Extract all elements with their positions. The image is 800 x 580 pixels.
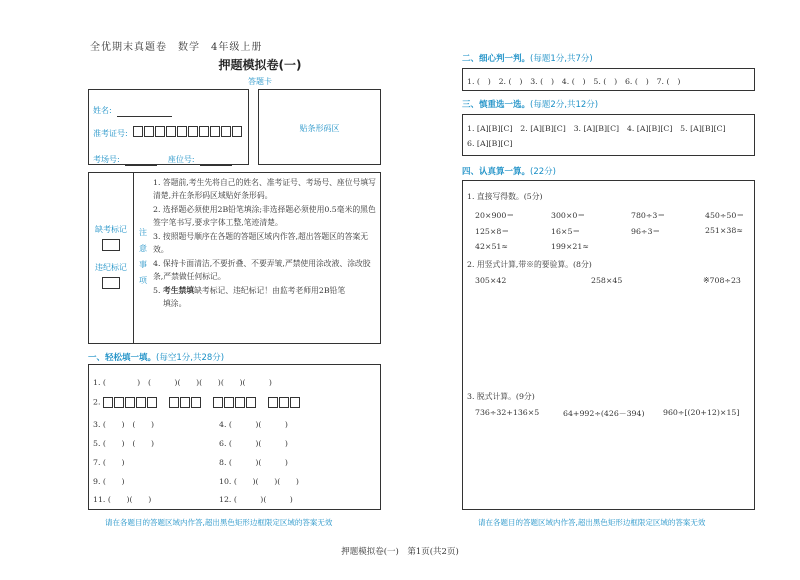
- answer-row-12[interactable]: 12. ( )( ): [219, 495, 293, 504]
- page-subtitle: 答题卡: [248, 77, 272, 86]
- calc-item: 20×900＝: [475, 211, 515, 220]
- answer-row-1[interactable]: 1. ( ) ( )( )( )( )( ): [93, 378, 272, 387]
- room-field[interactable]: [125, 165, 157, 166]
- vertical-calc-item: 305×42: [475, 276, 507, 285]
- q1-title: 1. 直接写得数。(5分): [467, 192, 543, 201]
- calc-item: 16×5＝: [551, 227, 581, 236]
- instruction-item: 4. 保持卡面清洁,不要折叠、不要弄皱,严禁使用涂改液、涂改胶条,严禁做任何标记。: [153, 259, 371, 281]
- calc-item: 251×38≈: [705, 226, 743, 235]
- notice-char: 事: [139, 260, 147, 269]
- marks-column: [89, 173, 134, 343]
- section3-answer-box: [462, 114, 755, 156]
- calc-item: 300×0＝: [551, 211, 586, 220]
- section3-title: 三、慎重选一选。(每题2分,共12分): [462, 100, 599, 110]
- answer-row-10[interactable]: 10. ( )( )( ): [219, 477, 299, 486]
- student-info-box: [88, 89, 249, 165]
- section2-title: 二、细心判一判。(每题1分,共7分): [462, 54, 593, 64]
- section1-answer-box: [88, 364, 381, 510]
- name-row: [93, 98, 172, 117]
- notice-title: [137, 225, 149, 289]
- answer-row-9[interactable]: 9. ( ): [93, 477, 125, 486]
- instruction-item: 2. 选择题必须使用2B铅笔填涂;非选择题必须使用0.5毫米的黑色签字笔书写,要求字体工整,笔迹清楚。: [153, 205, 376, 227]
- barcode-label: 贴条形码区: [299, 124, 340, 133]
- exam-no-row: [93, 121, 243, 140]
- instruction-item: 3. 按照题号顺序在各题的答题区域内作答,超出答题区的答案无效。: [153, 232, 369, 254]
- paper-header: 全优期末真题卷 数学 4年级上册: [90, 42, 263, 53]
- room-seat-row: [93, 147, 232, 166]
- calc-item: 450÷50＝: [705, 211, 745, 220]
- calc-item: 199×21≈: [551, 242, 589, 251]
- choice-answer-row-1[interactable]: 1. [A][B][C] 2. [A][B][C] 3. [A][B][C] 4. [A][B][C] 5. [A][B][C]: [467, 124, 726, 133]
- vertical-calc-item: ※708÷23: [703, 276, 741, 285]
- choice-answer-row-2[interactable]: 6. [A][B][C]: [467, 139, 513, 148]
- absent-label: 缺考标记: [95, 225, 127, 234]
- violation-label: 违纪标记: [95, 263, 127, 272]
- calc-item: 42×51≈: [475, 242, 508, 251]
- mixed-calc-item: 736÷32+136×5: [475, 408, 540, 417]
- absent-mark-box[interactable]: [102, 239, 120, 251]
- page-title: 押题模拟卷(一): [218, 58, 302, 72]
- instructions-box: [88, 172, 381, 344]
- room-label: 考场号:: [93, 155, 120, 164]
- answer-row-5[interactable]: 5. ( ) ( ): [93, 439, 155, 448]
- instruction-list: [153, 177, 377, 310]
- notice-char: 注: [139, 228, 147, 237]
- notice-char: 项: [139, 276, 147, 285]
- notice-char: 意: [139, 244, 147, 253]
- left-warning-note: 请在各题目的答题区域内作答,超出黑色矩形边框限定区域的答案无效: [105, 518, 333, 527]
- section4-answer-box: [462, 180, 755, 510]
- calc-item: 780÷3＝: [631, 211, 666, 220]
- mixed-calc-item: 64+992÷(426－394): [563, 409, 645, 418]
- section1-title: 一、轻松填一填。(每空1分,共28分): [88, 353, 225, 363]
- page-footer: 押题模拟卷(一) 第1页(共2页): [341, 547, 459, 557]
- answer-row-8[interactable]: 8. ( )( ): [219, 458, 288, 467]
- seat-field[interactable]: [200, 165, 232, 166]
- judge-answer-row[interactable]: 1. ( ) 2. ( ) 3. ( ) 4. ( ) 5. ( ) 6. ( ) 7. ( ): [467, 77, 681, 86]
- exam-no-label: 准考证号:: [93, 129, 128, 138]
- name-label: 姓名:: [93, 106, 112, 115]
- answer-row-4[interactable]: 4. ( )( ): [219, 420, 288, 429]
- name-field[interactable]: [117, 116, 172, 117]
- violation-mark-box[interactable]: [102, 277, 120, 289]
- instruction-item: 1. 答题前,考生先将自己的姓名、准考证号、考场号、座位号填写清楚,并在条形码区域贴好条形码。: [153, 178, 376, 200]
- barcode-area: [258, 89, 381, 165]
- instruction-item-5: 5. 考生禁填缺考标记、违纪标记！由监考老师用2B铅笔 填涂。: [153, 286, 346, 308]
- answer-row-2[interactable]: 2.: [93, 397, 301, 408]
- section4-title: 四、认真算一算。(22分): [462, 167, 556, 177]
- q3-title: 3. 脱式计算。(9分): [467, 392, 535, 401]
- seat-label: 座位号:: [167, 155, 195, 164]
- answer-row-3[interactable]: 3. ( ) ( ): [93, 420, 155, 429]
- calc-item: 125×8＝: [475, 227, 510, 236]
- answer-row-11[interactable]: 11. ( )( ): [93, 495, 152, 504]
- answer-row-7[interactable]: 7. ( ): [93, 458, 125, 467]
- answer-row-6[interactable]: 6. ( )( ): [219, 439, 288, 448]
- calc-item: 96÷3＝: [631, 227, 661, 236]
- mixed-calc-item: 960÷[(20+12)×15]: [663, 408, 740, 417]
- q2-title: 2. 用竖式计算,带※的要验算。(8分): [467, 260, 592, 269]
- right-warning-note: 请在各题目的答题区域内作答,超出黑色矩形边框限定区域的答案无效: [478, 518, 706, 527]
- section2-answer-box: [462, 68, 755, 91]
- vertical-calc-item: 258×45: [591, 276, 623, 285]
- exam-no-boxes[interactable]: [133, 121, 243, 140]
